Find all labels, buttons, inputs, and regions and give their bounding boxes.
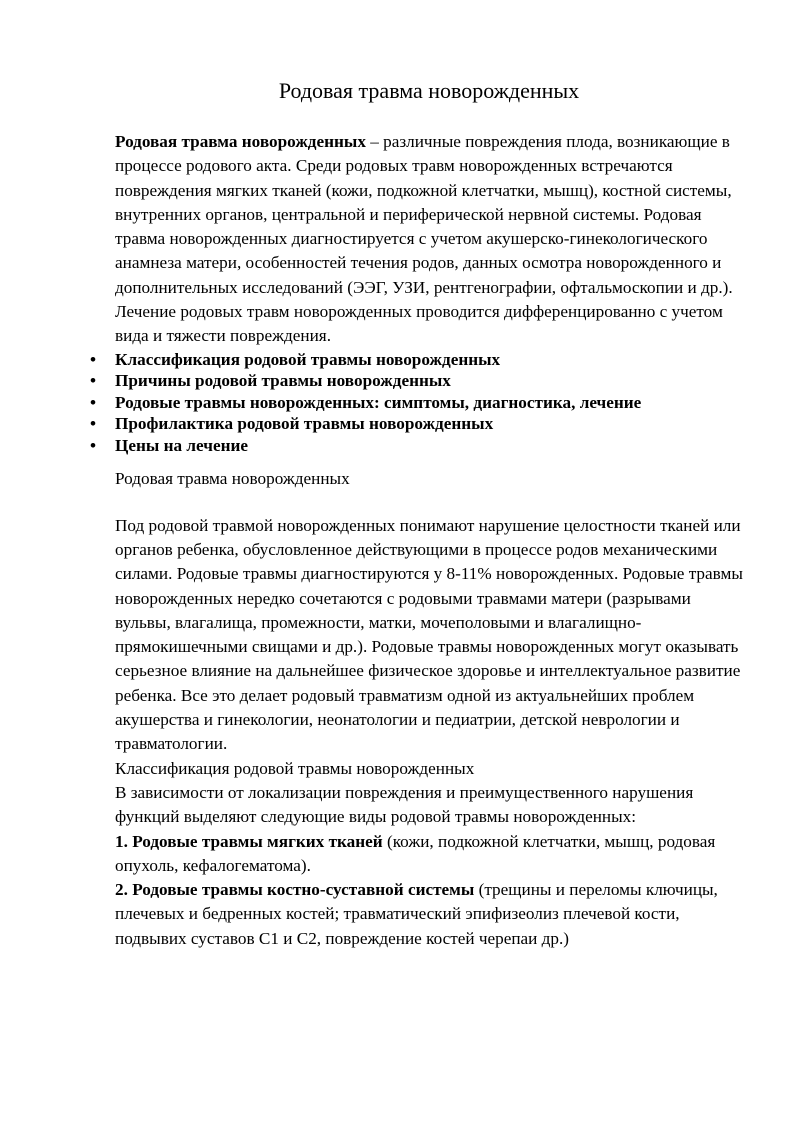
classification-intro: В зависимости от локализации повреждения и преимущественного нарушения функций выделяют следующие виды родовой травмы новорожденных: <box>115 782 694 827</box>
type-item-text: (трещины и переломы ключицы, плечевых и бедренных костей; травматический эпифизеолиз плечевой кости, подвывих суставов С1 и С2, повреждение костей черепаи др.) <box>115 880 718 948</box>
bullet-icon: • <box>90 414 97 434</box>
section-heading: Родовая травма новорожденных <box>115 468 350 488</box>
bullet-icon: • <box>90 436 97 456</box>
type-item-text: (кожи, подкожной клетчатки, мышц, родовая опухоль, кефалогематома). <box>115 831 716 875</box>
toc-item-prevention[interactable] <box>90 413 745 435</box>
type-item-soft-tissue <box>115 830 745 879</box>
toc-item-symptoms[interactable] <box>90 392 745 414</box>
intro-paragraph <box>115 130 745 349</box>
type-item-bone-joint <box>115 878 745 951</box>
toc-item-label[interactable]: Родовые травмы новорожденных: симптомы, диагностика, лечение <box>115 392 642 412</box>
bullet-icon: • <box>90 349 97 369</box>
body-paragraph: Под родовой травмой новорожденных понимают нарушение целостности тканей или органов ребенка, обусловленное действующими в процессе родов механическими силами. Родовые травмы диагностируются у 8-11% новорожденных. Родовые травмы новорожденных нередко сочетаются с родовыми травмами матери (разрывами вульвы, влагалища, промежности, матки, мочеполовыми и влагалищно-прямокишечными свищами и др.). Родовые травмы новорожденных могут оказывать серьезное влияние на дальнейшее физическое здоровье и интеллектуальное развитие ребенка. Все это делает родовый травматизм одной из актуальнейших проблем акушерства и гинекологии, неонатологии и педиатрии, детской неврологии и травматологии. <box>115 515 743 754</box>
type-item-title: 1. Родовые травмы мягких тканей <box>115 831 383 851</box>
toc-item-label[interactable]: Причины родовой травмы новорожденных <box>115 371 451 391</box>
toc-item-causes[interactable] <box>90 370 745 392</box>
document-title: Родовая травма новорожденных <box>278 78 580 103</box>
type-item-title: 2. Родовые травмы костно-суставной системы <box>115 880 475 900</box>
toc-item-label[interactable]: Классификация родовой травмы новорожденных <box>115 349 501 369</box>
bullet-icon: • <box>90 371 97 391</box>
toc-item-label[interactable]: Профилактика родовой травмы новорожденных <box>115 414 494 434</box>
document-content <box>90 130 745 951</box>
spacer <box>115 491 745 514</box>
toc-item-label[interactable]: Цены на лечение <box>115 436 249 456</box>
intro-term: Родовая травма новорожденных <box>115 132 366 151</box>
table-of-contents <box>90 349 745 457</box>
toc-item-prices[interactable] <box>90 435 745 457</box>
toc-item-classification[interactable] <box>90 349 745 371</box>
intro-text: – различные повреждения плода, возникающие в процессе родового акта. Среди родовых травм новорожденных встречаются повреждения мягких тканей (кожи, подкожной клетчатки, мышц), костной системы, внутренних органов, центральной и периферической нервной системы. Родовая травма новорожденных диагностируется с учетом акушерско-гинекологического анамнеза матери, особенностей течения родов, данных осмотра новорожденного и дополнительных исследований (ЭЭГ, УЗИ, рентгенографии, офтальмоскопии и др.). Лечение родовых травм новорожденных проводится дифференцированно с учетом вида и тяжести повреждения. <box>115 132 733 346</box>
classification-heading: Классификация родовой травмы новорожденных <box>115 758 475 778</box>
bullet-icon: • <box>90 392 97 412</box>
